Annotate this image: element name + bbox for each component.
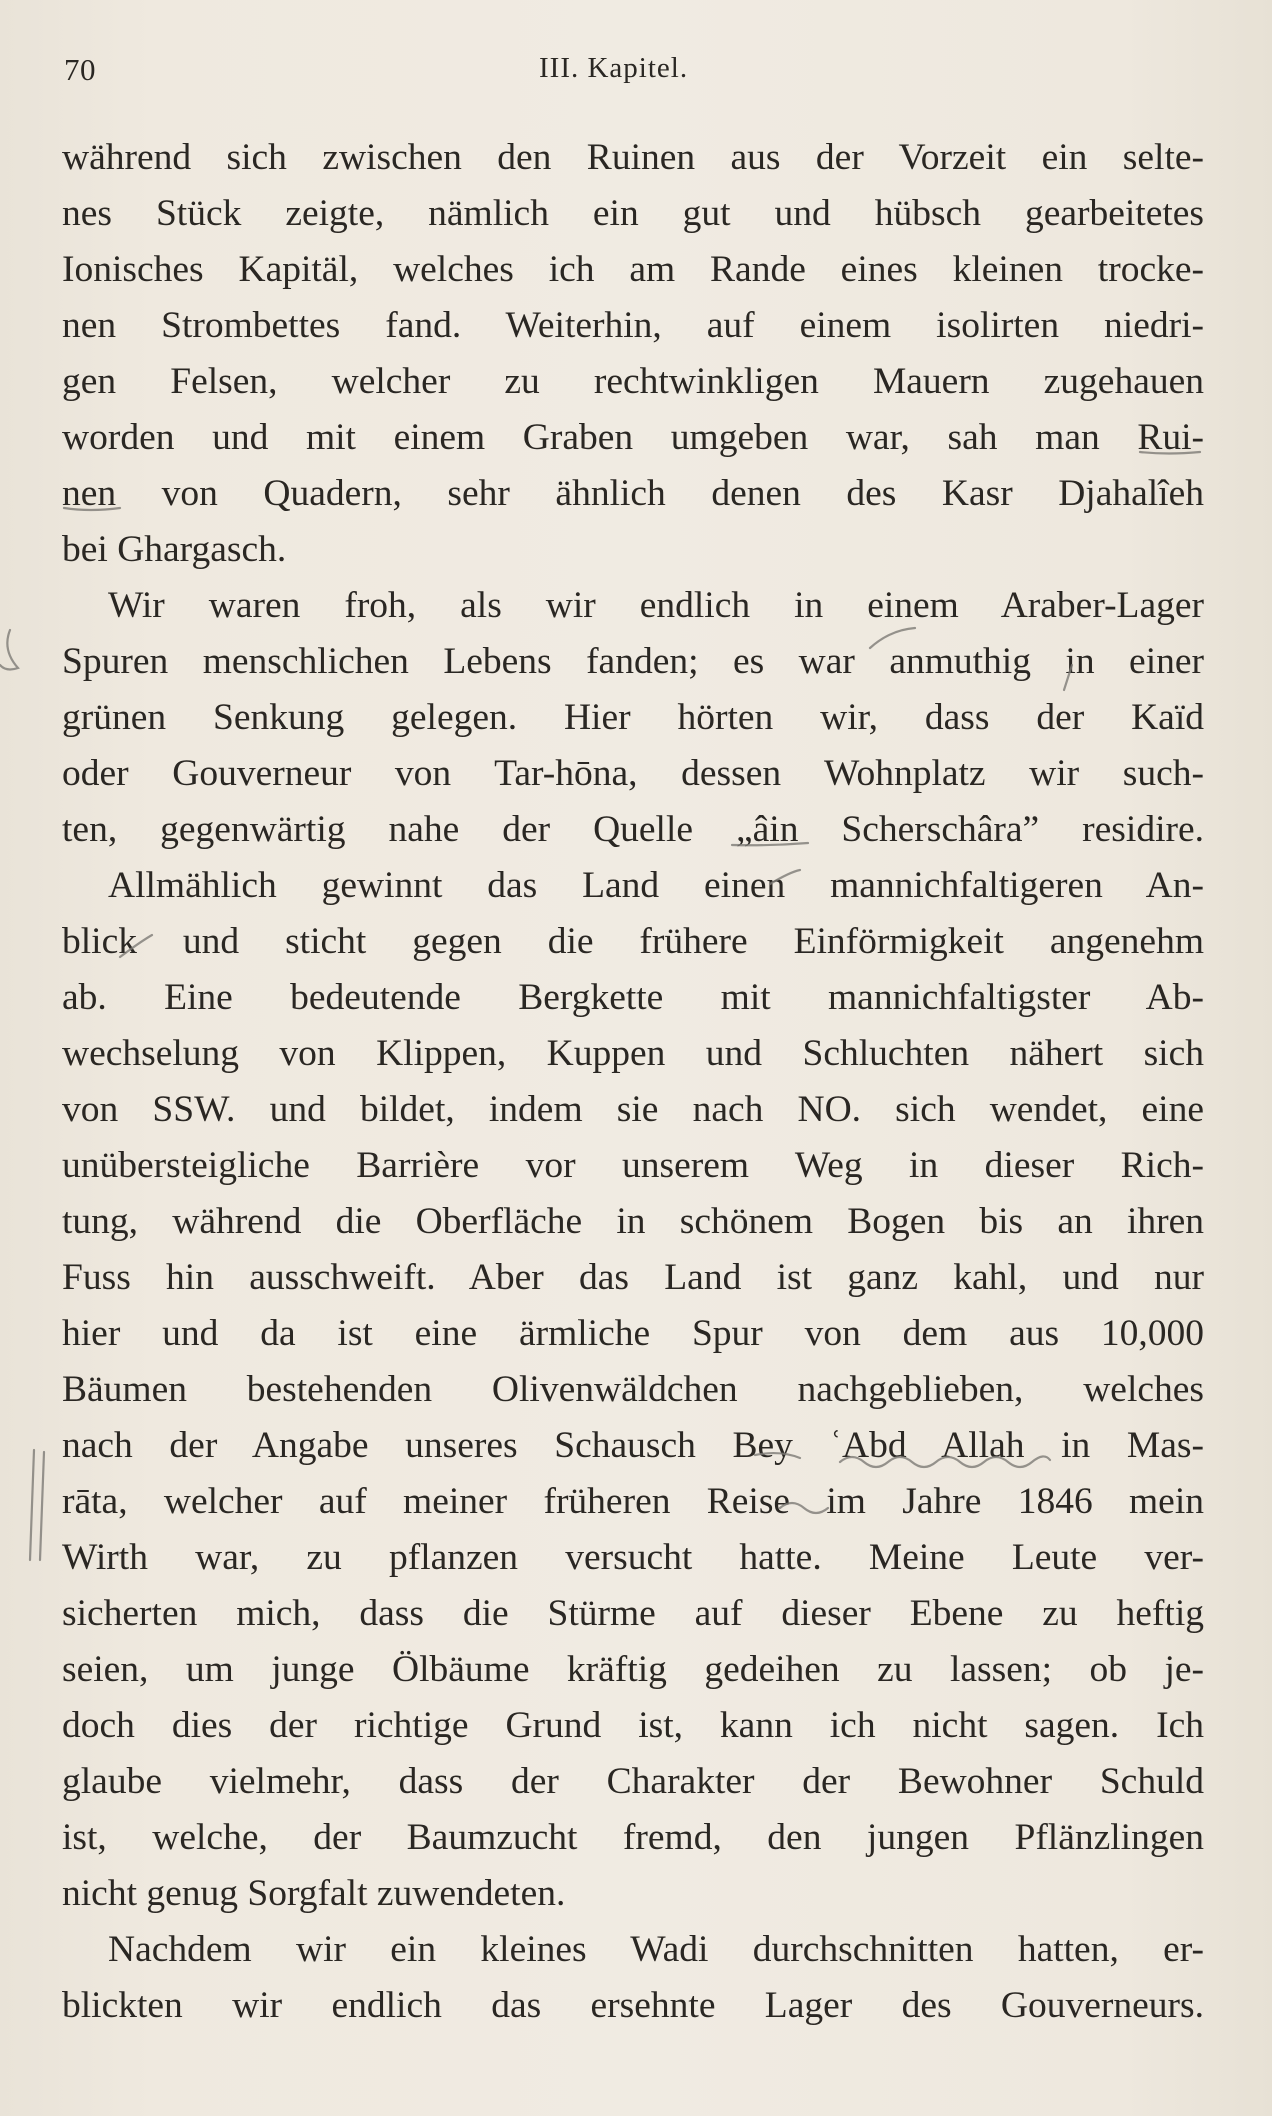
text-line: sicherten mich, dass die Stürme auf dieser Ebene zu heftig <box>62 1593 1204 1634</box>
text-line: blickten wir endlich das ersehnte Lager des Gouverneurs. <box>62 1985 1204 2026</box>
text-line: Bäumen bestehenden Olivenwäldchen nachgeblieben, welches <box>62 1369 1204 1410</box>
text-line: Ionisches Kapitäl, welches ich am Rande eines kleinen trocke- <box>62 249 1204 290</box>
text-line: Wir waren froh, als wir endlich in einem Araber-Lager <box>108 585 1204 626</box>
text-line: Wirth war, zu pflanzen versucht hatte. Meine Leute ver- <box>62 1537 1204 1578</box>
text-line: hier und da ist eine ärmliche Spur von dem aus 10,000 <box>62 1313 1204 1354</box>
text-line: Nachdem wir ein kleines Wadi durchschnitten hatten, er- <box>108 1929 1204 1970</box>
text-line: rāta, welcher auf meiner früheren Reise im Jahre 1846 mein <box>62 1481 1204 1522</box>
page-header <box>64 52 1204 96</box>
pencil-margin-mark <box>0 630 18 669</box>
text-line: gen Felsen, welcher zu rechtwinkligen Mauern zugehauen <box>62 361 1204 402</box>
paragraph-1 <box>62 130 1204 578</box>
text-line: nicht genug Sorgfalt zuwendeten. <box>62 1873 566 1914</box>
text-line: Spuren menschlichen Lebens fanden; es war anmuthig in einer <box>62 641 1204 682</box>
text-line: Fuss hin ausschweift. Aber das Land ist ganz kahl, und nur <box>62 1257 1204 1298</box>
text-line: von SSW. und bildet, indem sie nach NO. sich wendet, eine <box>62 1089 1204 1130</box>
text-line: ten, gegenwärtig nahe der Quelle „âin Scherschâra” residire. <box>62 809 1204 850</box>
text-line: Allmählich gewinnt das Land einen mannichfaltigeren An- <box>108 865 1204 906</box>
paragraph-3 <box>62 858 1204 1922</box>
pencil-margin-mark <box>40 1452 44 1560</box>
text-line: nes Stück zeigte, nämlich ein gut und hübsch gearbeitetes <box>62 193 1204 234</box>
text-line: doch dies der richtige Grund ist, kann ich nicht sagen. Ich <box>62 1705 1204 1746</box>
text-line: ab. Eine bedeutende Bergkette mit mannichfaltigster Ab- <box>62 977 1204 1018</box>
text-line: während sich zwischen den Ruinen aus der Vorzeit ein selte- <box>62 137 1204 178</box>
text-line: seien, um junge Ölbäume kräftig gedeihen zu lassen; ob je- <box>62 1649 1204 1690</box>
text-line: unübersteigliche Barrière vor unserem Weg in dieser Rich- <box>62 1145 1204 1186</box>
text-line: grünen Senkung gelegen. Hier hörten wir, dass der Kaïd <box>62 697 1204 738</box>
text-line: ist, welche, der Baumzucht fremd, den jungen Pflänzlingen <box>62 1817 1204 1858</box>
text-line: wechselung von Klippen, Kuppen und Schluchten nähert sich <box>62 1033 1204 1074</box>
pencil-margin-mark <box>30 1450 34 1560</box>
text-line: nach der Angabe unseres Schausch Bey ʿAbd Allah in Mas- <box>62 1425 1204 1466</box>
text-line: oder Gouverneur von Tar-hōna, dessen Wohnplatz wir such- <box>62 753 1204 794</box>
body-text <box>62 130 1204 2034</box>
page-number: 70 <box>64 52 96 87</box>
text-line: tung, während die Oberfläche in schönem Bogen bis an ihren <box>62 1201 1204 1242</box>
text-line: nen Strombettes fand. Weiterhin, auf einem isolirten niedri- <box>62 305 1204 346</box>
text-line: bei Ghargasch. <box>62 529 287 570</box>
text-line: blick und sticht gegen die frühere Einförmigkeit angenehm <box>62 921 1204 962</box>
paragraph-2 <box>62 578 1204 858</box>
paragraph-4 <box>62 1922 1204 2034</box>
text-line: worden und mit einem Graben umgeben war, sah man Rui- <box>62 417 1204 458</box>
text-line: nen von Quadern, sehr ähnlich denen des Kasr Djahalîeh <box>62 473 1204 514</box>
text-line: glaube vielmehr, dass der Charakter der Bewohner Schuld <box>62 1761 1204 1802</box>
running-head: III. Kapitel. <box>539 52 689 84</box>
